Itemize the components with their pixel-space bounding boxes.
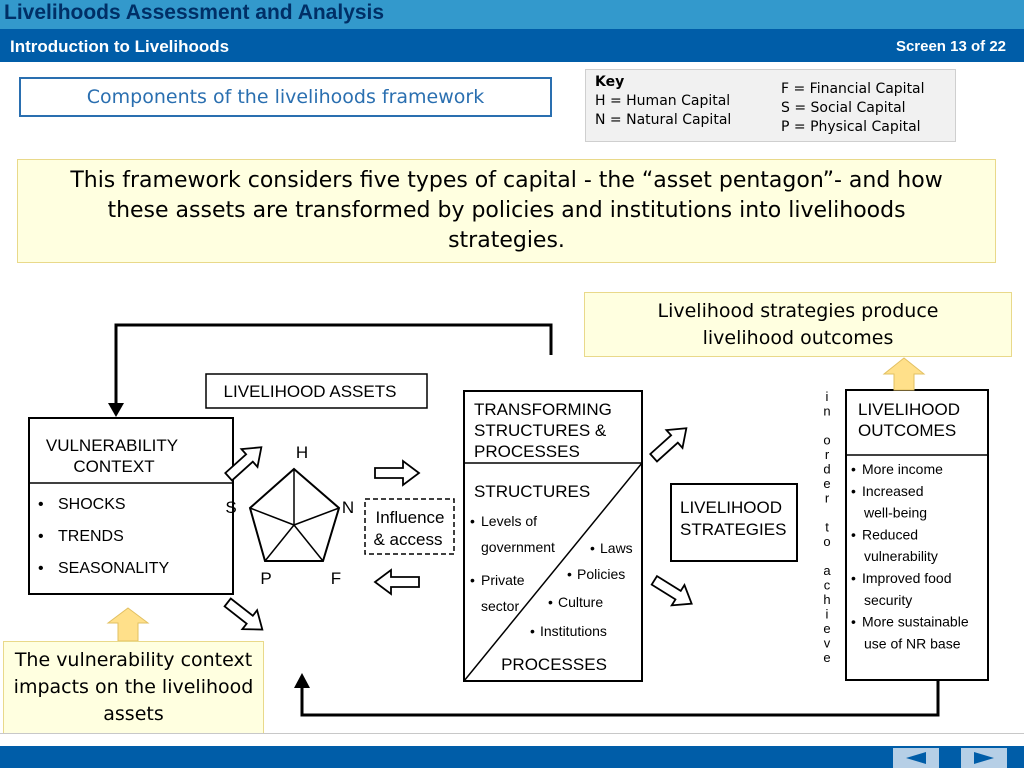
structures-item: sector (481, 598, 520, 614)
outcomes-bullet: • (851, 526, 856, 543)
hollow-arrow-right (375, 461, 419, 485)
vulnerability-title: CONTEXT (73, 457, 155, 476)
vertical-letter: i (825, 389, 829, 404)
screen-counter: Screen 13 of 22 (895, 38, 1006, 55)
vertical-letter: c (823, 577, 831, 593)
pentagon-label-p: P (260, 569, 272, 588)
feedback-arrowhead-up (294, 673, 310, 688)
previous-screen-button[interactable] (893, 748, 939, 768)
vertical-letter: e (823, 621, 831, 636)
outcomes-item: Improved food (862, 570, 952, 586)
outcomes-item: More income (862, 461, 943, 477)
footer-bar (0, 746, 1024, 768)
footer-divider (0, 733, 1024, 734)
outcomes-title: OUTCOMES (858, 421, 957, 440)
key-item: H = Human Capital (595, 93, 731, 109)
transforming-title: TRANSFORMING (474, 400, 612, 419)
outcomes-bullet: • (851, 613, 856, 630)
section-title: Components of the livelihoods framework (86, 86, 485, 108)
strategies-callout-text: Livelihood strategies produce livelihood outcomes (657, 299, 939, 349)
vulnerability-bullet: • (38, 560, 44, 577)
structures-bullet: • (470, 572, 475, 588)
vertical-letter: e (823, 650, 831, 665)
intro-text: This framework considers five types of capital - the “asset pentagon”- and how these assets are transformed by policies and institutions into livelihoods strategies. (70, 168, 943, 253)
vulnerability-item: SEASONALITY (58, 560, 170, 577)
outcomes-item: Reduced (862, 526, 919, 543)
vertical-letter: h (823, 592, 831, 607)
feedback-arrowhead-down (108, 403, 124, 417)
module-title: Introduction to Livelihoods (10, 37, 230, 56)
hollow-arrow-left (375, 570, 419, 594)
vulnerability-title: VULNERABILITY (45, 436, 179, 455)
vertical-letter: e (823, 476, 831, 491)
vertical-letter: i (825, 606, 829, 622)
processes-bullet: • (567, 566, 572, 582)
yellow-arrow-up (108, 608, 148, 641)
pentagon-label-n: N (341, 498, 355, 517)
outcomes-item: More sustainable (862, 613, 969, 630)
vertical-letter: r (824, 490, 830, 506)
processes-bullet: • (530, 623, 535, 639)
pentagon-label-s: S (225, 498, 237, 517)
strategies-title: STRATEGIES (680, 520, 787, 539)
triangle-right-icon (972, 751, 996, 765)
pentagon-label-f: F (330, 569, 342, 588)
processes-item: Laws (600, 540, 633, 556)
vulnerability-item: SHOCKS (58, 496, 126, 513)
access-label: & access (373, 530, 443, 549)
vulnerability-item: TRENDS (58, 528, 124, 545)
vertical-letter: o (823, 534, 831, 549)
key-item: N = Natural Capital (595, 112, 732, 128)
structures-label: STRUCTURES (474, 482, 591, 501)
structures-item: Levels of (481, 513, 538, 529)
structures-item: government (481, 539, 555, 555)
processes-item: Culture (558, 594, 604, 610)
hollow-arrow-down-right (220, 593, 269, 639)
outcomes-item: Increased (862, 482, 924, 499)
hollow-arrow-down-right (648, 570, 698, 614)
vulnerability-callout (3, 641, 264, 734)
transforming-title: PROCESSES (474, 442, 580, 461)
vertical-letter: d (823, 461, 831, 477)
outcomes-item: vulnerability (864, 548, 938, 565)
outcomes-bullet: • (851, 461, 856, 477)
yellow-arrow-up (884, 358, 924, 390)
processes-bullet: • (548, 594, 553, 610)
structures-bullet: • (470, 513, 475, 529)
outcomes-item: well-being (864, 504, 928, 521)
key-item: F = Financial Capital (781, 81, 925, 97)
next-screen-button[interactable] (961, 748, 1007, 768)
pentagon-label-h: H (295, 443, 309, 462)
asset-pentagon (250, 469, 339, 561)
vertical-letter: t (825, 519, 829, 535)
key-item: S = Social Capital (781, 100, 906, 116)
vulnerability-callout-text: The vulnerability context impacts on the livelihood assets (13, 649, 254, 725)
outcomes-item: security (864, 591, 913, 608)
strategies-title: LIVELIHOOD (680, 498, 783, 517)
outcomes-bullet: • (851, 570, 856, 586)
processes-bullet: • (590, 540, 595, 556)
vertical-letter: o (823, 432, 831, 448)
vulnerability-bullet: • (38, 528, 44, 545)
influence-label: Influence (375, 508, 445, 527)
vertical-letter: v (823, 635, 831, 651)
outcomes-bullet: • (851, 482, 856, 499)
key-title: Key (595, 74, 625, 90)
triangle-left-icon (904, 751, 928, 765)
processes-label: PROCESSES (501, 655, 607, 674)
key-item: P = Physical Capital (781, 119, 921, 135)
app-title: Livelihoods Assessment and Analysis (4, 1, 385, 24)
vulnerability-bullet: • (38, 496, 44, 513)
outcomes-title: LIVELIHOOD (858, 400, 961, 419)
vertical-letter: a (823, 563, 831, 578)
processes-item: Institutions (540, 623, 607, 639)
outcomes-item: use of NR base (864, 635, 961, 652)
processes-item: Policies (577, 566, 626, 582)
livelihood-assets-label: LIVELIHOOD ASSETS (223, 382, 397, 401)
transforming-title: STRUCTURES & (474, 421, 607, 440)
hollow-arrow-up-right (646, 419, 695, 466)
vertical-letter: n (823, 403, 831, 419)
strategies-callout (584, 292, 1012, 357)
structures-item: Private (481, 572, 525, 588)
vertical-letter: r (824, 447, 830, 462)
in-order-to-achieve-label (823, 389, 831, 665)
